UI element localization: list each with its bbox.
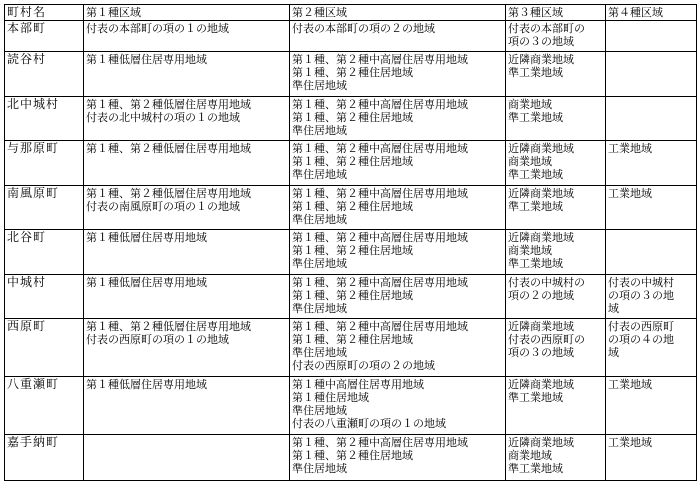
zone-line: 準工業地域: [508, 110, 563, 124]
zone-line: 商業地域: [508, 155, 552, 169]
municipality-cell: 与那原町: [5, 141, 84, 186]
zone-line: の項の４の地: [608, 333, 674, 347]
zone-line: 近隣商業地域: [508, 142, 574, 156]
zone-line: 準住居地域: [292, 301, 347, 315]
municipality-cell: 西原町: [5, 319, 84, 377]
zone-line: 第１種低層住居専用地域: [86, 275, 207, 289]
zone-line: 付表の中城村: [608, 275, 674, 289]
zone-line: 準住居地域: [292, 79, 347, 93]
zone-line: 第１種、第２種中高層住居専用地域: [292, 97, 468, 111]
zoning-table: [4, 4, 697, 481]
zone-line: 第１種、第２種中高層住居専用地域: [292, 231, 468, 245]
header-zone-3: 第３種区域: [506, 5, 606, 21]
table-row: [5, 230, 697, 275]
zone-line: 商業地域: [508, 97, 552, 111]
table-row: [5, 319, 697, 377]
zone-line: 準住居地域: [292, 346, 347, 360]
zone-line: 第１種、第２種低層住居専用地域: [86, 142, 251, 156]
zone-2-cell: [290, 319, 506, 377]
zone-2-cell: [290, 185, 506, 230]
table-body: [5, 21, 697, 481]
zone-line: 付表の西原町の項の２の地域: [292, 359, 435, 373]
zone-line: 付表の本部町の項の１の地域: [86, 22, 229, 35]
zone-line: 準住居地域: [292, 257, 347, 271]
zone-line: 付表の八重瀬町の項の１の地域: [292, 417, 446, 431]
zone-line: 付表の本部町の項の２の地域: [292, 22, 435, 35]
zone-2-cell: [290, 96, 506, 141]
zone-line: 準住居地域: [292, 404, 347, 418]
zone-4-cell: [606, 435, 697, 481]
zone-line: 付表の西原町の: [508, 333, 585, 347]
zone-1-cell: [84, 141, 290, 186]
zone-line: 付表の中城村の: [508, 275, 585, 289]
zone-line: 工業地域: [608, 186, 652, 200]
zone-line: 準住居地域: [292, 168, 347, 182]
zone-2-cell: [290, 377, 506, 435]
zone-line: 項の３の地域: [508, 35, 574, 48]
zone-4-cell: [606, 141, 697, 186]
zone-line: 工業地域: [608, 142, 652, 156]
zone-1-cell: [84, 96, 290, 141]
zone-1-cell: [84, 21, 290, 52]
zone-1-cell: [84, 319, 290, 377]
zone-line: 域: [608, 346, 619, 360]
zone-line: 準工業地域: [508, 462, 563, 476]
zone-line: 工業地域: [608, 378, 652, 392]
zone-line: 第１種、第２種住居地域: [292, 333, 413, 347]
municipality-cell: 嘉手納町: [5, 435, 84, 481]
zone-line: 準工業地域: [508, 199, 563, 213]
zone-line: 準工業地域: [508, 257, 563, 271]
zone-1-cell: [84, 185, 290, 230]
table-row: [5, 435, 697, 481]
zone-line: 工業地域: [608, 436, 652, 450]
zone-2-cell: [290, 141, 506, 186]
municipality-cell: 北谷町: [5, 230, 84, 275]
municipality-cell: 本部町: [5, 21, 84, 52]
zone-line: 第１種低層住居専用地域: [86, 53, 207, 67]
zone-line: 第１種、第２種低層住居専用地域: [86, 186, 251, 200]
header-zone-2: 第２種区域: [290, 5, 506, 21]
zone-line: 準工業地域: [508, 66, 563, 80]
zone-1-cell: [84, 274, 290, 319]
zone-line: 商業地域: [508, 244, 552, 258]
zone-1-cell: [84, 230, 290, 275]
zone-4-cell: [606, 230, 697, 275]
header-row: [5, 5, 697, 21]
zone-4-cell: [606, 185, 697, 230]
zone-2-cell: [290, 274, 506, 319]
zone-line: 付表の北中城村の項の１の地域: [86, 110, 240, 124]
zone-4-cell: [606, 21, 697, 52]
zone-line: 近隣商業地域: [508, 231, 574, 245]
zone-1-cell: [84, 435, 290, 481]
zone-line: 商業地域: [508, 449, 552, 463]
zone-line: 付表の西原町: [608, 320, 674, 334]
zone-3-cell: [506, 96, 606, 141]
zone-3-cell: [506, 21, 606, 52]
zone-2-cell: [290, 52, 506, 97]
zone-line: 近隣商業地域: [508, 186, 574, 200]
zone-3-cell: [506, 319, 606, 377]
zone-line: 準工業地域: [508, 391, 563, 405]
zone-4-cell: [606, 96, 697, 141]
zone-line: 第１種、第２種中高層住居専用地域: [292, 436, 468, 450]
zone-line: 準住居地域: [292, 462, 347, 476]
zone-line: 付表の南風原町の項の１の地域: [86, 199, 240, 213]
zone-3-cell: [506, 435, 606, 481]
zone-line: 近隣商業地域: [508, 436, 574, 450]
zone-line: 第１種、第２種低層住居専用地域: [86, 97, 251, 111]
municipality-cell: 中城村: [5, 274, 84, 319]
zone-line: 第１種、第２種住居地域: [292, 244, 413, 258]
zone-2-cell: [290, 435, 506, 481]
zone-3-cell: [506, 141, 606, 186]
zone-line: 第１種、第２種住居地域: [292, 66, 413, 80]
zone-line: 項の２の地域: [508, 288, 574, 302]
header-municipality: 町村名: [5, 5, 84, 21]
zone-line: 第１種、第２種住居地域: [292, 155, 413, 169]
zone-line: 第１種、第２種中高層住居専用地域: [292, 320, 468, 334]
municipality-cell: 北中城村: [5, 96, 84, 141]
zone-line: 第１種、第２種中高層住居専用地域: [292, 186, 468, 200]
zone-line: 第１種中高層住居専用地域: [292, 378, 424, 392]
municipality-cell: 南風原町: [5, 185, 84, 230]
header-zone-4: 第４種区域: [606, 5, 697, 21]
zone-line: 準工業地域: [508, 168, 563, 182]
zone-line: 第１種、第２種中高層住居専用地域: [292, 142, 468, 156]
zone-line: 近隣商業地域: [508, 320, 574, 334]
zone-line: 第１種、第２種住居地域: [292, 199, 413, 213]
zone-line: 付表の西原町の項の１の地域: [86, 333, 229, 347]
zone-line: 第１種、第２種住居地域: [292, 288, 413, 302]
municipality-cell: 八重瀬町: [5, 377, 84, 435]
zone-3-cell: [506, 377, 606, 435]
table-row: [5, 21, 697, 52]
zone-3-cell: [506, 185, 606, 230]
zone-4-cell: [606, 377, 697, 435]
table-row: [5, 274, 697, 319]
zone-line: 第１種、第２種低層住居専用地域: [86, 320, 251, 334]
zone-line: 項の３の地域: [508, 346, 574, 360]
table-row: [5, 96, 697, 141]
zone-line: 第１種低層住居専用地域: [86, 231, 207, 245]
zone-4-cell: [606, 52, 697, 97]
header-zone-1: 第１種区域: [84, 5, 290, 21]
municipality-cell: 読谷村: [5, 52, 84, 97]
zone-line: 第１種、第２種住居地域: [292, 449, 413, 463]
zone-line: の項の３の地: [608, 288, 674, 302]
zone-line: 第１種、第２種中高層住居専用地域: [292, 53, 468, 67]
zone-line: 付表の本部町の: [508, 22, 585, 35]
zone-line: 域: [608, 301, 619, 315]
table-row: [5, 52, 697, 97]
zone-line: 第１種低層住居専用地域: [86, 378, 207, 392]
zone-3-cell: [506, 274, 606, 319]
zone-4-cell: [606, 319, 697, 377]
zone-2-cell: [290, 230, 506, 275]
zone-3-cell: [506, 230, 606, 275]
zone-line: 準住居地域: [292, 212, 347, 226]
zone-line: 第１種、第２種住居地域: [292, 110, 413, 124]
zone-1-cell: [84, 52, 290, 97]
table-row: [5, 141, 697, 186]
zone-line: 近隣商業地域: [508, 53, 574, 67]
zone-1-cell: [84, 377, 290, 435]
table-row: [5, 185, 697, 230]
zone-4-cell: [606, 274, 697, 319]
zone-line: 近隣商業地域: [508, 378, 574, 392]
zone-line: 第１種住居地域: [292, 391, 369, 405]
table-row: [5, 377, 697, 435]
zone-line: 第１種、第２種中高層住居専用地域: [292, 275, 468, 289]
zone-2-cell: [290, 21, 506, 52]
zone-line: 準住居地域: [292, 123, 347, 137]
zone-3-cell: [506, 52, 606, 97]
